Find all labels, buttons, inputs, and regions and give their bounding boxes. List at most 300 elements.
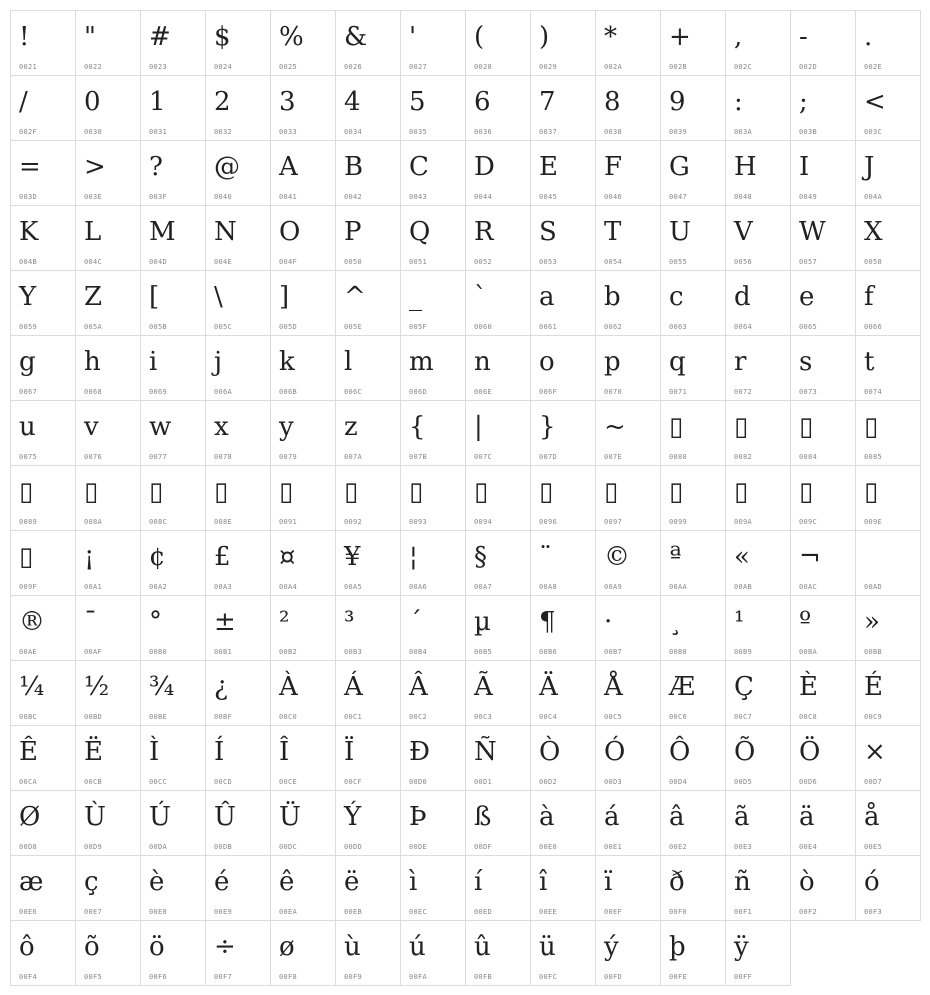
glyph-cell [10,660,76,726]
glyph-codepoint: 0029 [539,63,558,71]
glyph-codepoint: 0021 [19,63,38,71]
glyph-cell [465,660,531,726]
glyph-cell [75,140,141,206]
glyph-char: ¤ [279,542,296,572]
glyph-char: ® [19,607,45,637]
glyph-char: 7 [539,87,556,117]
glyph-codepoint: 00A4 [279,583,298,591]
glyph-char: û [474,932,491,962]
glyph-codepoint: 005B [149,323,168,331]
glyph-char: u [19,412,36,442]
glyph-cell [335,75,401,141]
glyph-cell [205,595,271,661]
glyph-cell [530,530,596,596]
glyph-codepoint: 00A6 [409,583,428,591]
glyph-cell [660,400,726,466]
glyph-codepoint: 0034 [344,128,363,136]
glyph-cell [270,790,336,856]
glyph-char: ¦ [409,542,418,572]
glyph-codepoint: 0065 [799,323,818,331]
glyph-cell [205,140,271,206]
glyph-char: · [604,607,613,637]
glyph-char: ñ [734,867,751,897]
glyph-char: À [279,672,298,702]
glyph-char: b [604,282,621,312]
glyph-cell [400,660,466,726]
glyph-cell [10,75,76,141]
glyph-cell [75,725,141,791]
glyph-cell [660,530,726,596]
glyph-char: â [669,802,685,832]
glyph-cell [660,140,726,206]
glyph-char: ¾ [149,672,175,702]
glyph-cell [465,725,531,791]
glyph-codepoint: 0099 [669,518,688,526]
glyph-codepoint: 0023 [149,63,168,71]
glyph-cell [465,10,531,76]
glyph-cell [660,595,726,661]
glyph-codepoint: 0067 [19,388,38,396]
glyph-codepoint: 0074 [864,388,883,396]
glyph-char: ▯ [734,477,749,507]
glyph-codepoint: 00F1 [734,908,753,916]
glyph-cell [595,855,661,921]
glyph-char: A [279,152,298,182]
glyph-char: ▯ [799,477,814,507]
glyph-codepoint: 006B [279,388,298,396]
glyph-char: d [734,282,751,312]
glyph-codepoint: 0026 [344,63,363,71]
glyph-char: Z [84,282,103,312]
glyph-char: m [409,347,434,377]
glyph-cell [400,205,466,271]
glyph-codepoint: 00BB [864,648,883,656]
glyph-codepoint: 0084 [799,453,818,461]
glyph-codepoint: 00E4 [799,843,818,851]
glyph-cell [725,725,791,791]
glyph-char: 6 [474,87,491,117]
glyph-codepoint: 005D [279,323,298,331]
glyph-cell [400,530,466,596]
glyph-cell [140,10,206,76]
glyph-codepoint: 00FD [604,973,623,981]
glyph-codepoint: 00F7 [214,973,233,981]
glyph-char: e [799,282,815,312]
glyph-char: { [409,412,426,442]
glyph-char: D [474,152,495,182]
glyph-codepoint: 00B5 [474,648,493,656]
glyph-codepoint: 0031 [149,128,168,136]
glyph-cell [790,140,856,206]
glyph-cell [205,530,271,596]
glyph-char: º [799,607,812,637]
glyph-char: ? [149,152,163,182]
glyph-codepoint: 0043 [409,193,428,201]
glyph-char: Î [279,737,290,767]
glyph-cell [595,595,661,661]
glyph-codepoint: 0035 [409,128,428,136]
glyph-codepoint: 002E [864,63,883,71]
glyph-codepoint: 002A [604,63,623,71]
glyph-char: Ú [149,802,171,832]
glyph-char: B [344,152,364,182]
glyph-cell [205,270,271,336]
glyph-char: X [864,217,883,247]
glyph-char: ▯ [149,477,164,507]
glyph-cell [530,140,596,206]
glyph-codepoint: 0063 [669,323,688,331]
glyph-codepoint: 00B6 [539,648,558,656]
glyph-cell [400,10,466,76]
glyph-cell [465,205,531,271]
glyph-codepoint: 006E [474,388,493,396]
glyph-codepoint: 00F0 [669,908,688,916]
glyph-cell [140,270,206,336]
glyph-codepoint: 00B9 [734,648,753,656]
glyph-cell [400,725,466,791]
glyph-cell [335,335,401,401]
glyph-cell [270,400,336,466]
glyph-codepoint: 0078 [214,453,233,461]
glyph-codepoint: 0094 [474,518,493,526]
glyph-char: i [149,347,158,377]
glyph-cell [530,595,596,661]
glyph-codepoint: 00EE [539,908,558,916]
glyph-cell [530,790,596,856]
glyph-cell [335,855,401,921]
glyph-char: í [474,867,483,897]
glyph-cell [855,530,921,596]
glyph-char: 9 [669,87,686,117]
glyph-char: ý [604,932,619,962]
glyph-cell [790,335,856,401]
glyph-codepoint: 0054 [604,258,623,266]
glyph-codepoint: 00FF [734,973,753,981]
glyph-cell [660,660,726,726]
glyph-codepoint: 0075 [19,453,38,461]
glyph-char: ã [734,802,750,832]
glyph-codepoint: 0093 [409,518,428,526]
glyph-codepoint: 00EF [604,908,623,916]
glyph-cell [75,465,141,531]
glyph-codepoint: 0060 [474,323,493,331]
glyph-codepoint: 0042 [344,193,363,201]
glyph-codepoint: 0059 [19,323,38,331]
glyph-codepoint: 00D0 [409,778,428,786]
glyph-codepoint: 00C7 [734,713,753,721]
glyph-char: o [539,347,555,377]
glyph-char: 4 [344,87,361,117]
glyph-codepoint: 007C [474,453,493,461]
glyph-cell [855,725,921,791]
glyph-codepoint: 00B0 [149,648,168,656]
glyph-cell [530,725,596,791]
glyph-char: Ë [84,737,103,767]
glyph-codepoint: 0077 [149,453,168,461]
glyph-cell [335,530,401,596]
glyph-codepoint: 004A [864,193,883,201]
glyph-cell [10,270,76,336]
glyph-codepoint: 0062 [604,323,623,331]
glyph-cell [465,530,531,596]
glyph-char: V [734,217,753,247]
glyph-codepoint: 00AE [19,648,38,656]
glyph-char: t [864,347,875,377]
glyph-codepoint: 0091 [279,518,298,526]
glyph-char: ▯ [799,412,814,442]
glyph-codepoint: 00EA [279,908,298,916]
glyph-codepoint: 00C4 [539,713,558,721]
glyph-cell [660,10,726,76]
glyph-cell [10,205,76,271]
glyph-codepoint: 00DF [474,843,493,851]
glyph-cell [530,465,596,531]
glyph-cell [595,530,661,596]
glyph-codepoint: 00E8 [149,908,168,916]
glyph-cell [205,660,271,726]
glyph-codepoint: 00F8 [279,973,298,981]
glyph-cell [75,595,141,661]
glyph-codepoint: 007B [409,453,428,461]
glyph-cell [270,335,336,401]
glyph-cell [790,530,856,596]
glyph-cell [205,400,271,466]
glyph-codepoint: 002B [669,63,688,71]
glyph-char: ü [539,932,556,962]
glyph-cell [855,140,921,206]
glyph-codepoint: 00C9 [864,713,883,721]
glyph-cell [400,790,466,856]
glyph-char: j [214,347,223,377]
glyph-codepoint: 0070 [604,388,623,396]
glyph-cell [10,465,76,531]
glyph-char: l [344,347,353,377]
glyph-cell [660,725,726,791]
glyph-cell [530,855,596,921]
glyph-char: ¹ [734,607,745,637]
glyph-char: y [279,412,294,442]
glyph-codepoint: 00C0 [279,713,298,721]
glyph-char: ½ [84,672,110,702]
glyph-cell [725,920,791,986]
glyph-cell [595,75,661,141]
glyph-char: Ð [409,737,430,767]
glyph-char: ¶ [539,607,556,637]
glyph-cell [75,335,141,401]
glyph-char: ô [19,932,35,962]
glyph-codepoint: 0049 [799,193,818,201]
glyph-cell [140,725,206,791]
glyph-char: ª [669,542,682,572]
glyph-codepoint: 00BE [149,713,168,721]
glyph-cell [270,270,336,336]
glyph-codepoint: 00C1 [344,713,363,721]
glyph-char: [ [149,282,160,312]
glyph-char: ï [604,867,613,897]
glyph-cell [790,855,856,921]
glyph-char: a [539,282,555,312]
glyph-char: I [799,152,810,182]
glyph-char: à [539,802,555,832]
glyph-cell [400,140,466,206]
glyph-codepoint: 0038 [604,128,623,136]
glyph-char: ` [474,282,487,312]
glyph-codepoint: 00D7 [864,778,883,786]
glyph-cell [725,530,791,596]
glyph-codepoint: 003B [799,128,818,136]
glyph-char: ó [864,867,880,897]
glyph-char: ^ [344,282,366,312]
glyph-codepoint: 0058 [864,258,883,266]
glyph-char: h [84,347,101,377]
glyph-char: Ç [734,672,754,702]
glyph-codepoint: 00F5 [84,973,103,981]
glyph-char: ~ [604,412,626,442]
glyph-char: * [604,22,617,52]
glyph-cell [140,855,206,921]
glyph-codepoint: 0076 [84,453,103,461]
glyph-char: Ò [539,737,561,767]
glyph-char: Y [19,282,37,312]
glyph-codepoint: 00D9 [84,843,103,851]
glyph-char: ' [409,22,417,52]
glyph-cell [400,465,466,531]
glyph-cell [205,335,271,401]
glyph-char: Æ [669,672,696,702]
glyph-cell [140,140,206,206]
glyph-cell [790,595,856,661]
glyph-cell [75,530,141,596]
glyph-codepoint: 0050 [344,258,363,266]
glyph-codepoint: 0089 [19,518,38,526]
glyph-codepoint: 00F2 [799,908,818,916]
glyph-char: q [669,347,686,377]
glyph-cell [205,725,271,791]
glyph-codepoint: 00DE [409,843,428,851]
glyph-codepoint: 00C3 [474,713,493,721]
glyph-codepoint: 005C [214,323,233,331]
glyph-char: = [19,152,41,182]
glyph-cell [530,335,596,401]
glyph-codepoint: 005E [344,323,363,331]
glyph-cell [790,75,856,141]
glyph-cell [205,465,271,531]
glyph-char: î [539,867,548,897]
glyph-codepoint: 00E6 [19,908,38,916]
glyph-char: 1 [149,87,166,117]
glyph-cell [790,790,856,856]
glyph-char: ▯ [474,477,489,507]
glyph-codepoint: 0068 [84,388,103,396]
glyph-char: Ì [149,737,160,767]
glyph-cell [10,855,76,921]
glyph-char: ¡ [84,542,95,572]
glyph-codepoint: 00E5 [864,843,883,851]
glyph-char: ò [799,867,815,897]
glyph-cell [855,595,921,661]
glyph-codepoint: 0024 [214,63,233,71]
glyph-codepoint: 00B8 [669,648,688,656]
glyph-cell [270,530,336,596]
glyph-char: è [149,867,165,897]
glyph-cell [270,725,336,791]
glyph-codepoint: 00AA [669,583,688,591]
glyph-cell [465,270,531,336]
glyph-char: r [734,347,747,377]
glyph-char: P [344,217,362,247]
glyph-codepoint: 00DC [279,843,298,851]
glyph-codepoint: 008A [84,518,103,526]
glyph-char: H [734,152,757,182]
glyph-char: Ù [84,802,106,832]
glyph-codepoint: 00EB [344,908,363,916]
glyph-codepoint: 0080 [669,453,688,461]
glyph-cell [270,465,336,531]
glyph-cell [465,920,531,986]
glyph-cell [725,400,791,466]
glyph-cell [140,790,206,856]
glyph-cell [725,855,791,921]
glyph-char: } [539,412,556,442]
glyph-codepoint: 00C5 [604,713,623,721]
glyph-char: » [864,607,880,637]
glyph-char: k [279,347,295,377]
glyph-cell [205,855,271,921]
glyph-char: O [279,217,301,247]
glyph-codepoint: 00CC [149,778,168,786]
glyph-codepoint: 0045 [539,193,558,201]
glyph-codepoint: 00F6 [149,973,168,981]
glyph-cell [465,465,531,531]
glyph-cell [335,400,401,466]
glyph-codepoint: 0030 [84,128,103,136]
glyph-cell [530,920,596,986]
glyph-codepoint: 009F [19,583,38,591]
glyph-char: " [84,22,96,52]
glyph-char: 0 [84,87,101,117]
glyph-cell [465,790,531,856]
glyph-codepoint: 00CA [19,778,38,786]
glyph-char: ø [279,932,295,962]
glyph-char: + [669,22,691,52]
glyph-char: ê [279,867,295,897]
glyph-cell [400,75,466,141]
glyph-codepoint: 0052 [474,258,493,266]
glyph-codepoint: 005F [409,323,428,331]
glyph-codepoint: 00C6 [669,713,688,721]
glyph-cell [855,465,921,531]
glyph-char: Å [604,672,623,702]
glyph-codepoint: 00E3 [734,843,753,851]
glyph-char: Ø [19,802,41,832]
glyph-char: - [799,22,808,52]
glyph-codepoint: 0053 [539,258,558,266]
glyph-codepoint: 003C [864,128,883,136]
glyph-codepoint: 008E [214,518,233,526]
glyph-cell [595,140,661,206]
glyph-char: ö [149,932,165,962]
glyph-codepoint: 003E [84,193,103,201]
glyph-cell [270,75,336,141]
glyph-cell [205,920,271,986]
glyph-char: N [214,217,237,247]
glyph-codepoint: 00DB [214,843,233,851]
glyph-codepoint: 0064 [734,323,753,331]
glyph-cell [335,270,401,336]
glyph-grid [10,10,920,985]
glyph-codepoint: 00A9 [604,583,623,591]
glyph-codepoint: 00E0 [539,843,558,851]
